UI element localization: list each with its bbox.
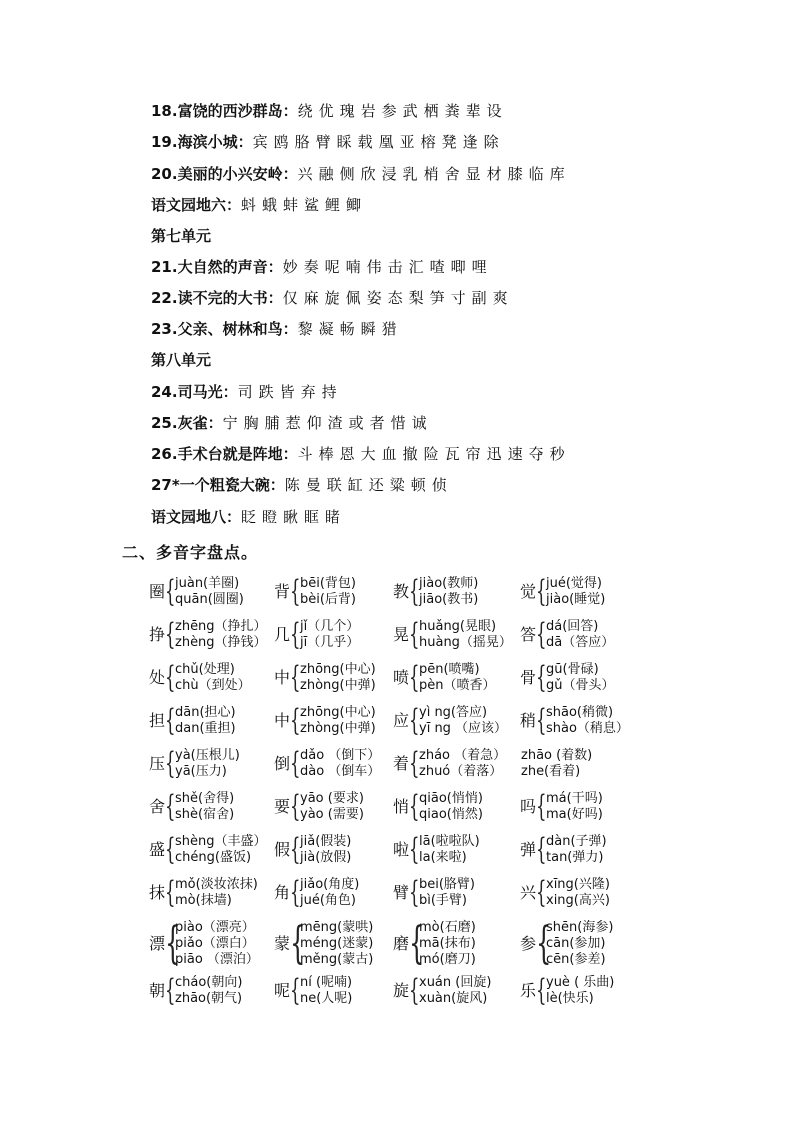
brace-icon: { [536, 789, 547, 824]
brace-icon: { [536, 617, 547, 652]
lesson-chars: 斗棒恩大血撤险瓦帘迅速夺秒 [297, 445, 571, 463]
reading: jiāo(教书) [419, 592, 479, 607]
lesson-title: 27*一个粗瓷大碗： [151, 476, 285, 494]
reading: shào（稍息） [546, 721, 629, 736]
polyphone-char: 觉 [520, 582, 537, 601]
reading: dā（答应） [546, 635, 615, 650]
brace-icon: { [165, 875, 176, 910]
brace-icon: { [536, 973, 547, 1008]
reading: mò(石磨) [419, 920, 476, 935]
polyphone-char: 骨 [520, 668, 537, 687]
reading: dān(担心) [175, 705, 236, 720]
reading: mā(抹布) [419, 936, 476, 951]
reading: pèn（喷香） [419, 678, 496, 693]
brace-icon: { [165, 973, 176, 1008]
polyphone-char: 漂 [149, 934, 166, 953]
brace-icon: { [165, 746, 176, 781]
reading: jué(角色) [300, 893, 356, 908]
reading: lā(啦啦队) [419, 834, 480, 849]
brace-icon: { [290, 574, 301, 609]
reading: tan(弹力) [546, 850, 604, 865]
polyphone-readings [300, 975, 352, 1007]
lesson-title: 20.美丽的小兴安岭： [151, 165, 298, 183]
brace-icon: { [409, 703, 420, 738]
reading: zhāo(朝气) [175, 991, 243, 1006]
polyphone-readings [419, 662, 496, 694]
reading: mǒ(淡妆浓抹) [175, 877, 258, 892]
reading: ní (呢喃) [300, 975, 353, 990]
reading: méng(迷蒙) [300, 936, 374, 951]
polyphone-readings [419, 877, 475, 909]
brace-icon: { [409, 574, 420, 609]
reading: jiào(教师) [419, 576, 479, 591]
polyphone-readings [175, 975, 242, 1007]
reading: xuàn(旋风) [419, 991, 488, 1006]
lesson-line [151, 164, 571, 184]
reading: la(来啦) [419, 850, 467, 865]
reading: zhe(看着) [521, 764, 581, 779]
reading: qiāo(悄悄) [419, 791, 483, 806]
polyphone-char: 朝 [149, 981, 166, 1000]
lesson-title: 21.大自然的声音： [151, 258, 283, 276]
polyphone-readings [300, 662, 376, 694]
reading: cháo(朝向) [175, 975, 243, 990]
brace-icon: { [290, 875, 301, 910]
lesson-title: 23.父亲、树林和鸟： [151, 320, 298, 338]
reading: huǎng(晃眼) [419, 619, 497, 634]
reading: dàn(子弹) [546, 834, 607, 849]
reading: shèng（丰盛） [175, 834, 267, 849]
lesson-line [151, 288, 514, 308]
polyphone-readings [546, 705, 629, 737]
polyphone-char: 乐 [520, 981, 537, 1000]
brace-icon: { [409, 875, 420, 910]
polyphone-char: 中 [274, 711, 291, 730]
brace-icon: { [536, 832, 547, 867]
polyphone-char: 盛 [149, 840, 166, 859]
lesson-title: 语文园地六： [151, 196, 242, 214]
polyphone-char: 悄 [393, 797, 410, 816]
reading: jī（几乎） [300, 635, 360, 650]
lesson-chars: 蚪蛾蚌鲨鲤鲫 [241, 196, 368, 214]
brace-icon: { [536, 703, 547, 738]
polyphone-readings [546, 877, 610, 909]
brace-icon: { [290, 789, 301, 824]
reading: xuán (回旋) [419, 975, 492, 990]
polyphone-char: 着 [393, 754, 410, 773]
polyphone-readings [300, 791, 364, 823]
reading: juàn(羊圈) [175, 576, 240, 591]
polyphone-char: 参 [520, 934, 537, 953]
polyphone-readings [546, 920, 613, 968]
brace-icon: { [290, 973, 301, 1008]
polyphone-char: 蒙 [274, 934, 291, 953]
polyphone-char: 假 [274, 840, 291, 859]
lesson-title: 22.读不完的大书： [151, 289, 283, 307]
reading: zhòng(中弹) [300, 721, 376, 736]
reading: ne(人呢) [300, 991, 353, 1006]
reading: yuè ( 乐曲) [546, 975, 615, 990]
polyphone-readings [419, 791, 483, 823]
polyphone-char: 啦 [393, 840, 410, 859]
reading: huàng（摇晃） [419, 635, 512, 650]
reading: jiǎo(角度) [300, 877, 360, 892]
lesson-line [151, 475, 453, 495]
polyphone-char: 处 [149, 668, 166, 687]
polyphone-readings [419, 920, 476, 968]
polyphone-readings [419, 975, 491, 1007]
reading: bei(胳臂) [419, 877, 476, 892]
reading: shēn(海参) [546, 920, 614, 935]
reading: zhōng(中心) [300, 662, 376, 677]
reading: jiǎ(假装) [300, 834, 352, 849]
reading: cān(参加) [546, 936, 606, 951]
lesson-chars: 绕优瑰岩参武栖粪辈设 [297, 102, 508, 120]
lesson-chars: 陈曼联缸还粱顿侦 [284, 476, 453, 494]
polyphone-readings [175, 791, 234, 823]
polyphone-char: 呢 [274, 981, 291, 1000]
polyphone-char: 稍 [520, 711, 537, 730]
polyphone-readings [546, 975, 614, 1007]
brace-icon: { [290, 660, 301, 695]
brace-icon: { [290, 617, 301, 652]
polyphone-readings [546, 619, 614, 651]
reading: xīng(兴隆) [546, 877, 610, 892]
polyphone-extra-readings [521, 748, 592, 780]
reading: dào （倒车） [300, 764, 381, 779]
polyphone-char: 吗 [520, 797, 537, 816]
reading: lè(快乐) [546, 991, 594, 1006]
lesson-chars: 司跌皆弃持 [237, 383, 343, 401]
reading: mó(磨刀) [419, 952, 476, 967]
reading: měng(蒙古) [300, 952, 374, 967]
reading: shè(宿舍) [175, 807, 235, 822]
polyphone-char: 旋 [393, 981, 410, 1000]
lesson-chars: 宾鸥胳臂睬载凰亚榕凳逢除 [252, 133, 505, 151]
lesson-line [151, 319, 403, 339]
polyphone-readings [546, 662, 615, 694]
brace-icon: { [165, 832, 176, 867]
polyphone-readings [546, 834, 607, 866]
brace-icon: { [290, 746, 301, 781]
polyphone-readings [546, 576, 605, 608]
brace-icon: { [165, 660, 176, 695]
polyphone-char: 背 [274, 582, 291, 601]
brace-icon: { [165, 918, 181, 969]
unit-heading: 第八单元 [151, 351, 212, 369]
polyphone-readings [175, 576, 244, 608]
polyphone-readings [300, 834, 351, 866]
reading: yā(压力) [175, 764, 227, 779]
reading: chǔ(处理) [175, 662, 235, 677]
polyphone-char: 应 [393, 711, 410, 730]
reading: zháo （着急） [419, 748, 507, 763]
brace-icon: { [536, 875, 547, 910]
reading: qiao(悄然) [419, 807, 483, 822]
brace-icon: { [290, 703, 301, 738]
reading: ma(好吗) [546, 807, 603, 822]
polyphone-char: 抹 [149, 883, 166, 902]
lesson-line [151, 132, 505, 152]
polyphone-readings [300, 877, 359, 909]
polyphone-readings [300, 619, 359, 651]
brace-icon: { [409, 660, 420, 695]
brace-icon: { [165, 789, 176, 824]
brace-icon: { [409, 617, 420, 652]
brace-icon: { [536, 660, 547, 695]
polyphone-readings [300, 748, 380, 780]
brace-icon: { [409, 973, 420, 1008]
reading: zhōng(中心) [300, 705, 376, 720]
reading: má(干吗) [546, 791, 603, 806]
polyphone-readings [300, 576, 356, 608]
polyphone-readings [175, 662, 251, 694]
reading: yī ng （应该） [419, 721, 508, 736]
polyphone-readings [175, 619, 267, 651]
brace-icon: { [536, 918, 552, 969]
reading: dá(回答) [546, 619, 599, 634]
polyphone-char: 圈 [149, 582, 166, 601]
lesson-chars: 眨瞪瞅眶睹 [241, 508, 347, 526]
polyphone-readings [419, 576, 478, 608]
reading: zhēng（挣扎） [175, 619, 267, 634]
reading: pēn(喷嘴) [419, 662, 480, 677]
reading: mēng(蒙哄) [300, 920, 374, 935]
polyphone-readings [419, 834, 480, 866]
reading: zhuó（着落） [419, 764, 503, 779]
lesson-chars: 妙奏呢喃伟击汇喳唧哩 [282, 258, 493, 276]
brace-icon: { [409, 918, 425, 969]
polyphone-char: 兴 [520, 883, 537, 902]
polyphone-char: 磨 [393, 934, 410, 953]
brace-icon: { [165, 617, 176, 652]
reading: piǎo（漂白） [175, 936, 255, 951]
reading: chù（到处） [175, 678, 251, 693]
lesson-line [151, 382, 343, 402]
reading: yì ng(答应) [419, 705, 488, 720]
polyphone-readings [419, 748, 506, 780]
polyphone-char: 压 [149, 754, 166, 773]
lesson-line [151, 507, 346, 527]
reading: quān(圆圈) [175, 592, 244, 607]
polyphone-readings [175, 834, 267, 866]
polyphone-readings [300, 920, 373, 968]
reading: dan(重担) [175, 721, 236, 736]
polyphone-char: 晃 [393, 625, 410, 644]
polyphone-char: 要 [274, 797, 291, 816]
reading: bēi(背包) [300, 576, 357, 591]
lesson-chars: 兴融侧欣浸乳梢舍显材膝临库 [297, 165, 571, 183]
reading: shāo(稍微) [546, 705, 614, 720]
polyphone-readings [175, 705, 236, 737]
lesson-line [151, 257, 493, 277]
polyphone-char: 舍 [149, 797, 166, 816]
polyphone-char: 喷 [393, 668, 410, 687]
reading: piào（漂亮） [175, 920, 255, 935]
polyphone-readings [546, 791, 603, 823]
reading: zhèng（挣钱） [175, 635, 267, 650]
reading: yāo (要求) [300, 791, 364, 806]
reading: gǔ（骨头） [546, 678, 615, 693]
brace-icon: { [165, 574, 176, 609]
reading: xing(高兴) [546, 893, 610, 908]
lesson-title: 19.海滨小城： [151, 133, 253, 151]
reading: jué(觉得) [546, 576, 602, 591]
lesson-chars: 黎凝畅瞬猎 [297, 320, 403, 338]
polyphone-char: 倒 [274, 754, 291, 773]
polyphone-readings [175, 748, 240, 780]
polyphone-char: 弹 [520, 840, 537, 859]
reading: bì(手臂) [419, 893, 468, 908]
reading: mò(抹墙) [175, 893, 232, 908]
brace-icon: { [409, 832, 420, 867]
reading: dǎo （倒下） [300, 748, 381, 763]
lesson-title: 26.手术台就是阵地： [151, 445, 298, 463]
lesson-line [151, 195, 367, 215]
reading: cēn(参差) [546, 952, 606, 967]
lesson-line [151, 413, 433, 433]
brace-icon: { [409, 789, 420, 824]
reading: jià(放假) [300, 850, 352, 865]
lesson-line [151, 444, 571, 464]
polyphone-char: 臂 [393, 883, 410, 902]
reading: jǐ（几个） [300, 619, 360, 634]
reading: yà(压根儿) [175, 748, 240, 763]
brace-icon: { [165, 703, 176, 738]
polyphone-readings [419, 619, 512, 651]
reading: gū(骨碌) [546, 662, 599, 677]
polyphone-char: 中 [274, 668, 291, 687]
brace-icon: { [290, 832, 301, 867]
polyphone-readings [175, 877, 258, 909]
reading: bèi(后背) [300, 592, 357, 607]
reading: jiào(睡觉) [546, 592, 606, 607]
lesson-title: 18.富饶的西沙群岛： [151, 102, 298, 120]
polyphone-char: 几 [274, 625, 291, 644]
polyphone-char: 答 [520, 625, 537, 644]
reading: zhòng(中弹) [300, 678, 376, 693]
polyphone-char: 教 [393, 582, 410, 601]
reading: chéng(盛饭) [175, 850, 252, 865]
polyphone-readings [300, 705, 376, 737]
reading: piāo （漂泊） [175, 952, 259, 967]
section-heading: 二、多音字盘点。 [122, 543, 259, 562]
unit-heading: 第七单元 [151, 227, 212, 245]
lesson-chars: 仅麻旋佩姿态梨笋寸副爽 [282, 289, 514, 307]
lesson-chars: 宁胸脯惹仰渣或者惜诚 [222, 414, 433, 432]
lesson-title: 24.司马光： [151, 383, 238, 401]
reading: shě(舍得) [175, 791, 235, 806]
polyphone-readings [419, 705, 507, 737]
lesson-title: 25.灰雀： [151, 414, 223, 432]
brace-icon: { [290, 918, 306, 969]
lesson-title: 语文园地八： [151, 508, 242, 526]
polyphone-char: 担 [149, 711, 166, 730]
reading: yào (需要) [300, 807, 364, 822]
polyphone-char: 角 [274, 883, 291, 902]
brace-icon: { [536, 574, 547, 609]
reading: zhāo (着数) [521, 748, 593, 763]
lesson-line [151, 101, 508, 121]
polyphone-readings [175, 920, 259, 968]
brace-icon: { [409, 746, 420, 781]
polyphone-char: 挣 [149, 625, 166, 644]
